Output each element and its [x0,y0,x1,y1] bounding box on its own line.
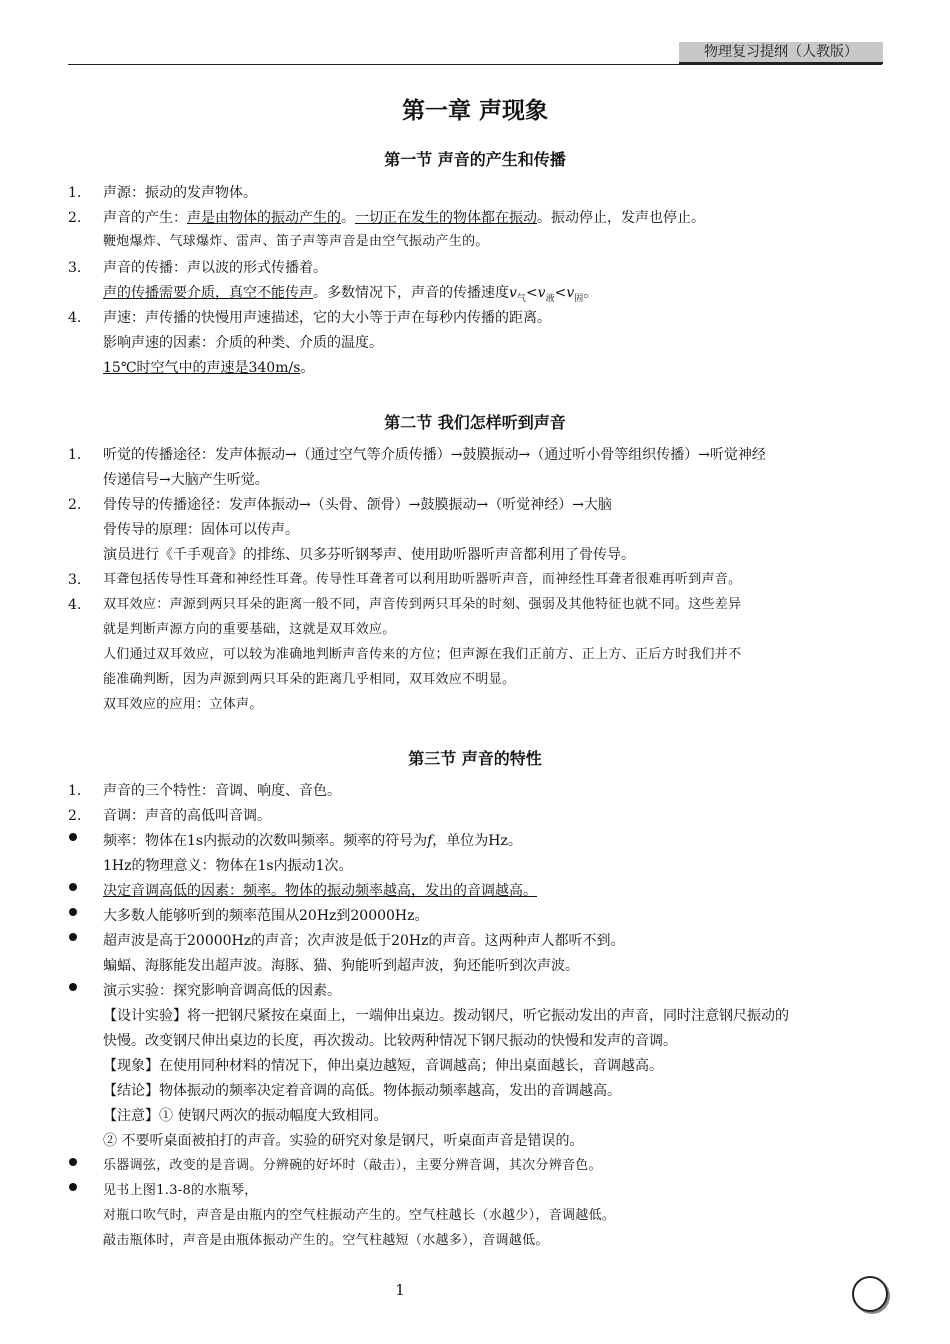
list-item: 声音的传播：声以波的形式传播着。 [103,260,327,276]
chapter-title: 第一章 声现象 [401,98,548,124]
list-item: 频率：物体在1s内振动的次数叫频率。频率的符号为f，单位为Hz。 [103,833,522,849]
list-item-line: 蝙蝠、海豚能发出超声波。海豚、猫、狗能听到超声波，狗还能听到次声波。 [103,958,579,974]
list-item-line: 对瓶口吹气时，声音是由瓶内的空气柱振动产生的。空气柱越长（水越少），音调越低。 [103,1208,616,1223]
item-number: 2. [68,497,82,513]
list-item: 见书上图1.3-8的水瓶琴， [103,1183,258,1198]
item-number: 1. [68,185,82,201]
bullet-icon [69,833,77,841]
item-number: 3. [68,572,82,588]
section-1-title: 第一节 声音的产生和传播 [384,150,566,169]
list-item-line: 声的传播需要介质，真空不能传声。多数情况下，声音的传播速度$v_气<v_液<v_固$。 [103,285,598,304]
list-item-line: 快慢。改变钢尺伸出桌边的长度，再次拨动。比较两种情况下钢尺振动的快慢和发声的音调。 [103,1033,677,1049]
item-number: 2. [68,808,82,824]
list-item-line: 骨传导的原理：固体可以传声。 [103,522,299,538]
list-item-line: 影响声速的因素：介质的种类、介质的温度。 [103,335,383,351]
item-number: 3. [68,260,82,276]
bullet-icon [69,908,77,916]
bullet-icon [69,1183,77,1191]
key-point: 决定音调高低的因素：频率。物体的振动频率越高，发出的音调越高。 [103,883,537,899]
list-item-line: 能准确判断，因为声源到两只耳朵的距离几乎相同，双耳效应不明显。 [103,672,516,687]
list-item-line: 人们通过双耳效应，可以较为准确地判断声音传来的方位；但声源在我们正前方、正上方、正后方时我们并不 [103,647,742,662]
bullet-icon [69,933,77,941]
list-item-line: 【注意】① 使钢尺两次的振动幅度大致相同。 [103,1108,388,1124]
list-item: 音调：声音的高低叫音调。 [103,808,271,824]
list-item-line: 1Hz的物理意义：物体在1s内振动1次。 [103,858,353,874]
list-item-line: 【结论】物体振动的频率决定着音调的高低。物体振动频率越高，发出的音调越高。 [103,1083,621,1099]
bullet-icon [69,883,77,891]
section-2-title: 第二节 我们怎样听到声音 [384,413,566,432]
header-rule [68,64,882,65]
list-item-line: 敲击瓶体时，声音是由瓶体振动产生的。空气柱越短（水越多），音调越低。 [103,1233,549,1248]
list-item-line: 双耳效应的应用：立体声。 [103,697,263,712]
list-item-line: 鞭炮爆炸、气球爆炸、雷声、笛子声等声音是由空气振动产生的。 [103,234,489,249]
list-item: 听觉的传播途径：发声体振动→（通过空气等介质传播）→鼓膜振动→（通过听小骨等组织传播）→听觉神经 [103,447,766,463]
list-item: 声音的产生：声是由物体的振动产生的。一切正在发生的物体都在振动。振动停止，发声也停止。 [103,210,705,226]
key-point: 声是由物体的振动产生的 [187,210,341,226]
list-item: 演示实验：探究影响音调高低的因素。 [103,983,341,999]
list-item-line: 【设计实验】将一把钢尺紧按在桌面上，一端伸出桌边。拨动钢尺，听它振动发出的声音，同时注意钢尺振动的 [103,1008,789,1024]
list-item: 骨传导的传播途径：发声体振动→（头骨、颌骨）→鼓膜振动→（听觉神经）→大脑 [103,497,612,513]
list-item: 声速：声传播的快慢用声速描述，它的大小等于声在每秒内传播的距离。 [103,310,551,326]
list-item: 声源：振动的发声物体。 [103,185,257,201]
bullet-icon [69,983,77,991]
list-item-line: 【现象】在使用同种材料的情况下，伸出桌边越短，音调越高；伸出桌面越长，音调越高。 [103,1058,663,1074]
list-item: 大多数人能够听到的频率范围从20Hz到20000Hz。 [103,908,429,924]
list-item-line: 就是判断声源方向的重要基础，这就是双耳效应。 [103,622,396,637]
key-point: 声的传播需要介质，真空不能传声 [103,285,313,301]
list-item: 声音的三个特性：音调、响度、音色。 [103,783,341,799]
list-item-line: ② 不要听桌面被拍打的声音。实验的研究对象是钢尺，听桌面声音是错误的。 [103,1133,584,1149]
list-item: 耳聋包括传导性耳聋和神经性耳聋。传导性耳聋者可以利用助听器听声音，而神经性耳聋者很难再听到声音。 [103,572,742,587]
item-number: 2. [68,210,82,226]
header-title-tab: 物理复习提纲（人教版） [679,42,883,64]
list-item: 超声波是高于20000Hz的声音；次声波是低于20Hz的声音。这两种声人都听不到。 [103,933,625,949]
item-number: 1. [68,447,82,463]
section-3-title: 第三节 声音的特性 [408,749,542,768]
list-item-line: 15℃时空气中的声速是340m/s。 [103,360,315,376]
item-number: 4. [68,597,82,613]
item-number: 4. [68,310,82,326]
page-number: 1 [395,1281,405,1299]
page-corner-circle-icon [852,1276,888,1312]
list-item [103,879,888,903]
list-item-line: 传递信号→大脑产生听觉。 [103,472,269,488]
list-item-line: 演员进行《千手观音》的排练、贝多芬听钢琴声、使用助听器听声音都利用了骨传导。 [103,547,635,563]
key-point: 一切正在发生的物体都在振动 [355,210,537,226]
bullet-icon [69,1158,77,1166]
item-number: 1. [68,783,82,799]
list-item: 双耳效应：声源到两只耳朵的距离一般不同，声音传到两只耳朵的时刻、强弱及其他特征也就不同。这些差异 [103,597,742,612]
list-item: 乐器调弦，改变的是音调。分辨碗的好坏时（敲击），主要分辨音调，其次分辨音色。 [103,1158,602,1173]
key-point: 15℃时空气中的声速是340m/s [103,360,301,376]
